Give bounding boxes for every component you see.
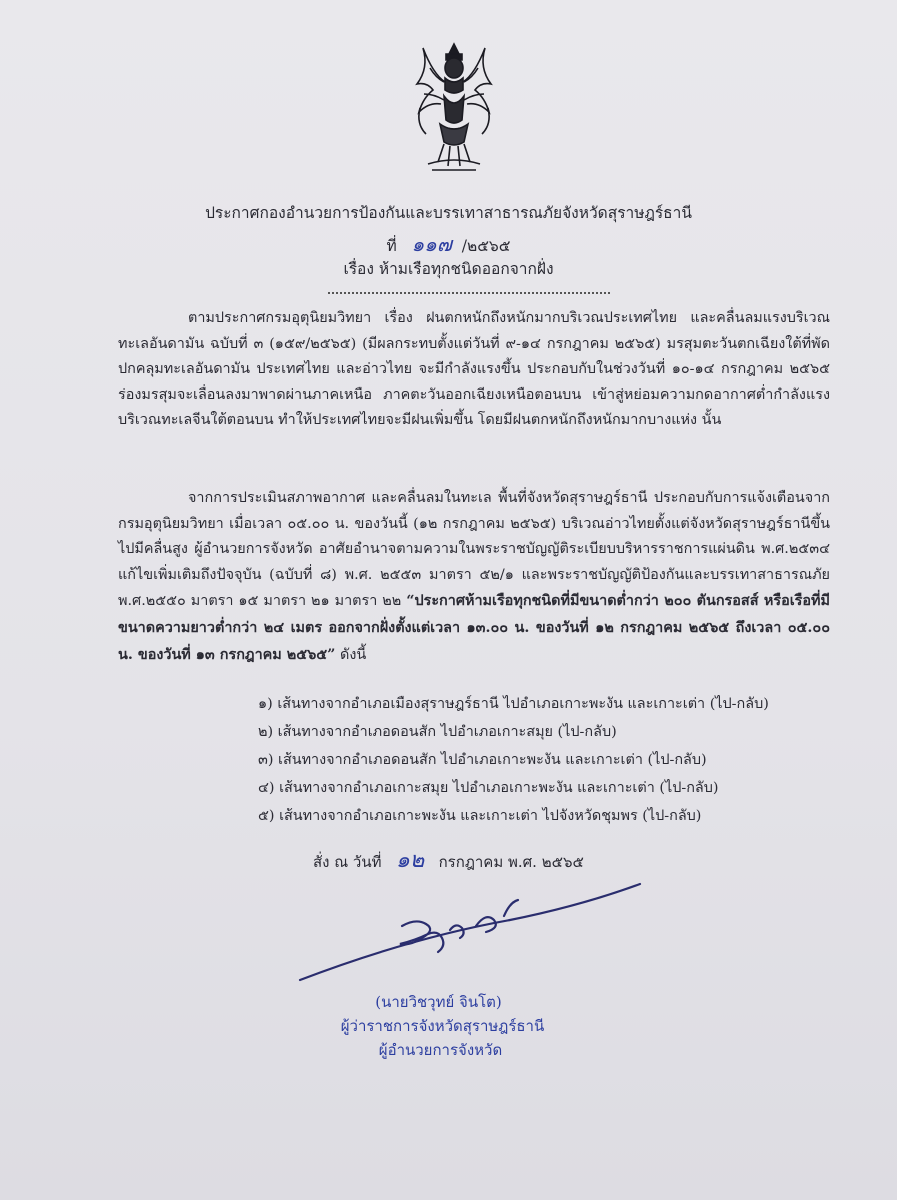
route-list	[258, 690, 778, 830]
signer-name: (นายวิชวุทย์ จินโต)	[375, 993, 502, 1011]
paragraph-2	[118, 486, 830, 668]
dotted-divider	[328, 292, 610, 294]
document-subject: เรื่อง ห้ามเรือทุกชนิดออกจากฝั่ง	[343, 260, 554, 278]
number-suffix: /๒๕๖๕	[461, 237, 511, 255]
garuda-emblem-icon	[410, 38, 498, 178]
paragraph-1-text: ตามประกาศกรมอุตุนิยมวิทยา เรื่อง ฝนตกหนักถึงหนักมากบริเวณประเทศไทย และคลื่นลมแรงบริเวณทะเลอันดามัน ฉบับที่ ๓ (๑๕๙/๒๕๖๕) (มีผลกระทบตั้งแต่วันที่ ๙-๑๔ กรกฎาคม ๒๕๖๕) มรสุมตะวันตกเฉียงใต้ที่พัดปกคลุมทะเลอันดามัน ประเทศไทย และอ่าวไทย จะมีกำลังแรงขึ้น ประกอบกับในช่วงวันที่ ๑๐-๑๔ กรกฎาคม ๒๕๖๕ ร่องมรสุมจะเลื่อนลงมาพาดผ่านภาคเหนือ ภาคตะวันออกเฉียงเหนือตอนบน เข้าสู่หย่อมความกดอากาศต่ำกำลังแรงบริเวณทะเลจีนใต้ตอนบน ทำให้ประเทศไทยจะมีฝนเพิ่มขึ้น โดยมีฝนตกหนักถึงหนักมากบางแห่ง นั้น	[118, 310, 830, 429]
paragraph-2-text: จากการประเมินสภาพอากาศ และคลื่นลมในทะเล พื้นที่จังหวัดสุราษฎร์ธานี ประกอบกับการแจ้งเตือนจากกรมอุตุนิยมวิทยา เมื่อเวลา ๐๕.๐๐ น. ของวันนี้ (๑๒ กรกฎาคม ๒๕๖๕) บริเวณอ่าวไทยตั้งแต่จังหวัดสุราษฎร์ธานีขึ้นไปมีคลื่นสูง ผู้อำนวยการจังหวัด อาศัยอำนาจตามความในพระราชบัญญัติระเบียบบริหารราชการแผ่นดิน พ.ศ.๒๕๓๔ แก้ไขเพิ่มเติมถึงปัจจุบัน (ฉบับที่ ๘) พ.ศ. ๒๕๕๓ มาตรา ๕๒/๑ และพระราชบัญญัติป้องกันและบรรเทาสาธารณภัย พ.ศ.๒๕๕๐ มาตรา ๑๕ มาตรา ๒๑ มาตรา ๒๒	[118, 490, 830, 610]
list-item: ๓) เส้นทางจากอำเภอดอนสัก ไปอำเภอเกาะพะงัน และเกาะเต่า (ไป-กลับ)	[258, 752, 707, 768]
order-prefix: สั่ง ณ วันที่	[313, 853, 382, 871]
list-item: ๔) เส้นทางจากอำเภอเกาะสมุย ไปอำเภอเกาะพะงัน และเกาะเต่า (ไป-กลับ)	[258, 780, 719, 796]
handwritten-signature	[290, 868, 650, 998]
order-suffix: กรกฎาคม พ.ศ. ๒๕๖๕	[438, 853, 584, 871]
signer-title-director: ผู้อำนวยการจังหวัด	[378, 1041, 503, 1059]
document-title: ประกาศกองอำนวยการป้องกันและบรรเทาสาธารณภัยจังหวัดสุราษฎร์ธานี	[205, 204, 692, 222]
list-item: ๑) เส้นทางจากอำเภอเมืองสุราษฎร์ธานี ไปอำเภอเกาะพะงัน และเกาะเต่า (ไป-กลับ)	[258, 696, 769, 712]
number-handwritten: ๑๑๗	[411, 232, 452, 256]
paragraph-2-bold-announcement: “ประกาศห้ามเรือทุกชนิดที่มีขนาดต่ำกว่า ๒๐๐ ตันกรอสส์ หรือเรือที่มีขนาดความยาวต่ำกว่า ๒๔ เมตร ออกจากฝั่งตั้งแต่เวลา ๑๓.๐๐ น. ของวันที่ ๑๒ กรกฎาคม ๒๕๖๕ ถึงเวลา ๐๕.๐๐ น. ของวันที่ ๑๓ กรกฎาคม ๒๕๖๕”	[118, 592, 830, 663]
paragraph-1	[118, 306, 830, 434]
number-prefix: ที่	[386, 237, 397, 255]
list-item: ๕) เส้นทางจากอำเภอเกาะพะงัน และเกาะเต่า ไปจังหวัดชุมพร (ไป-กลับ)	[258, 808, 702, 824]
order-day-handwritten: ๑๒	[395, 848, 425, 873]
paragraph-2-end: ดังนี้	[335, 646, 367, 663]
signer-title-governor: ผู้ว่าราชการจังหวัดสุราษฎร์ธานี	[340, 1017, 545, 1035]
list-item: ๒) เส้นทางจากอำเภอดอนสัก ไปอำเภอเกาะสมุย (ไป-กลับ)	[258, 724, 617, 740]
